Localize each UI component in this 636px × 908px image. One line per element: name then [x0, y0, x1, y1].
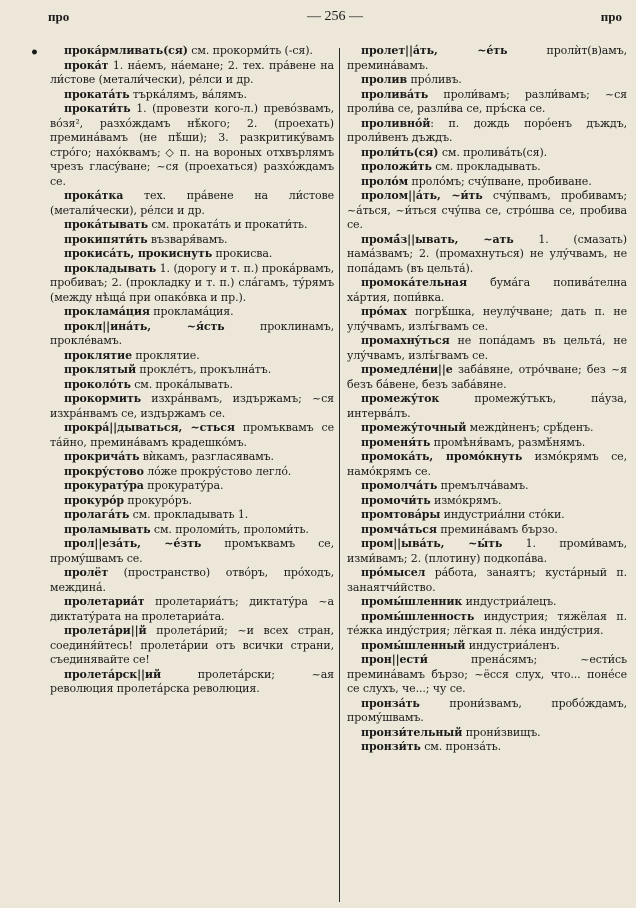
dictionary-entry: проливнóй: п. дождь порóенъ дъждъ, проли́венъ дъждъ. [347, 116, 627, 144]
dictionary-entry: промочи́ть измóкрямъ. [361, 493, 502, 507]
dictionary-entry: промы́шленный индустриáленъ. [361, 638, 560, 652]
dictionary-entry: прокричáть вѝкамъ, разгласявамъ. [64, 450, 274, 463]
left-headword: про [48, 9, 70, 24]
right-headword: про [600, 9, 622, 24]
dictionary-entry: проколóть см. прокáлывать. [64, 377, 233, 391]
dictionary-entry: промахнýться не попáдамъ въ цельтá, не улýчвамъ, излъ́гвамъ се. [347, 334, 627, 362]
dictionary-entry: промá́з||ывать, ~ать 1. (смазать) намáзвамъ; 2. (промахнуться) не улýчвамъ, не попáдамъ (въ цельтá). [347, 232, 627, 275]
dictionary-entry: прокормить изхрáнвамъ, издържамъ; ~ся изхрáнвамъ се, издържамъ се. [50, 392, 334, 420]
left-column [50, 44, 334, 904]
dictionary-entry: промокáть, промóкнуть измóкрямъ се, намóкрямъ се. [347, 450, 627, 478]
dictionary-entry: прокурóр прокурóръ. [64, 493, 192, 507]
dictionary-entry: прол||езáть, ~éзть промъквамъ се, промýшвамъ се. [50, 537, 334, 565]
dictionary-entry: прока́т 1. на́емъ, на́емане; 2. тех. пра́вене на ли́стове (метали́чески), ре́лси и др. [50, 58, 334, 86]
dictionary-entry: проливáть проли́вамъ; разли́вамъ; ~ся проли́ва се, разли́ва се, пръ́ска се. [347, 87, 627, 115]
dictionary-entry: прокати́ть 1. (провезти кого-л.) превóзвамъ, вóзя², разхóждамъ нѣ́кого; 2. (проехать) преминáвамъ (не пѣ́ши); 3. разкритикýвамъ стрóго; нахóквамъ; ◇ п. на вороных отхвърлямъ чрезъ гласýване; ~ся (проехаться) разхóждамъ се. [50, 102, 334, 188]
dictionary-entry: прон||ести́ пренáсямъ; ~ести́сь преминáвамъ бързо; ~ёсся слух, что... понéсе се слухъ, че...; чу се. [347, 653, 627, 695]
dictionary-entry: проли́ть(ся) см. проливáть(ся). [361, 145, 548, 159]
dictionary-entry: промтовáры индустриáлни стóки. [361, 508, 565, 521]
dictionary-entry: прока́рмливать(ся) см. прокорми́ть (-ся). [64, 44, 313, 57]
dictionary-entry: прóмах погрѣ́шка, неулýчване; дать п. не улýчвамъ, излъ́гвамъ се. [347, 305, 627, 333]
dictionary-entry: пронзи́тельный прони́звищъ. [361, 725, 541, 739]
page-number: — 256 — [307, 9, 363, 24]
dictionary-entry: прокл||инáть, ~я́сть проклинамъ, проклéвамъ. [50, 319, 334, 347]
dictionary-entry: прокрýстово лóже прокрýстово леглó. [64, 464, 292, 478]
dictionary-entry: промедлéни||е забáвяне, отрóчване; без ~я безъ бáвене, безъ забáвяне. [347, 363, 627, 391]
page-header [48, 6, 622, 28]
dictionary-entry: проклятие проклятие. [64, 348, 200, 362]
dictionary-entry: прóмысел рáбота, занаятъ; кустáрный п. занаятчи́йство. [347, 566, 627, 594]
dictionary-entry: промы́шленник индустриáлецъ. [361, 595, 557, 608]
dictionary-entry: пром||ывáть, ~ы́ть 1. проми́вамъ, изми́вамъ; 2. (плотину) подкопáва. [347, 537, 627, 565]
dictionary-entry: пролетáрск||ий пролетáрски; ~ая революция пролетáрска революция. [50, 667, 334, 695]
right-column [347, 44, 627, 904]
dictionary-entry: пролёт (пространство) отвóръ, прóходъ, междинá. [50, 566, 334, 594]
dictionary-entry: променя́ть промѣня́вамъ, размѣ́нямъ. [361, 435, 586, 449]
dictionary-entry: прокламáция прокламáция. [64, 305, 234, 318]
dictionary-entry: проклятый проклéтъ, прокълнáтъ. [64, 363, 272, 376]
dictionary-entry: промолчáть премълчáвамъ. [361, 479, 529, 492]
dictionary-entry: промчáться преминáвамъ бързо. [361, 522, 558, 536]
dictionary-entry: прокрá||дываться, ~сться промъквамъ се тáйно, преминáвамъ крадешкóмъ. [50, 421, 334, 449]
dictionary-entry: прокатáть търкáлямъ, вáлямъ. [64, 87, 247, 101]
dictionary-entry: прокисáть, прокиснуть прокисва. [64, 247, 273, 260]
dictionary-entry: пролагáть см. прокладывать 1. [64, 508, 249, 521]
dictionary-entry: пролив прóливъ. [361, 73, 462, 86]
margin-mark: • [30, 45, 39, 61]
dictionary-entry: промежýток промежýтъкъ, пáуза, интервáлъ. [347, 392, 627, 420]
dictionary-entry: прокладывать 1. (дорогу и т. п.) прокáрвамъ, пробиваъ; 2. (прокладку и т. п.) слáгамъ, тýрямъ (между нѣщá при опакóвка и пр.). [50, 261, 334, 304]
dictionary-entry: промокáтельная бумáга попивáтелна хáртия, попи́вка. [347, 276, 627, 304]
dictionary-entry: пролетариáт пролетариáтъ; диктатýра ~а диктатýрата на пролетариáта. [50, 595, 334, 623]
dictionary-entry: промежýточный междѝненъ; срѣ́денъ. [361, 421, 594, 434]
dictionary-entry: пролет||áть, ~éть пролѝт(в)амъ, преминáвамъ. [347, 44, 627, 72]
column-divider [339, 48, 340, 902]
dictionary-entry: прокипяти́ть възваря́вамъ. [64, 232, 228, 246]
dictionary-entry: прокáтка тех. прáвене на ли́стове (метали́чески), ре́лси и др. [50, 189, 334, 217]
dictionary-entry: пролóм пролóмъ; счýпване, пробиване. [361, 174, 592, 188]
dictionary-entry: прокуратýра прокуратýра. [64, 479, 224, 492]
dictionary-entry: проламывать см. проломи́ть, проломи́ть. [64, 522, 309, 536]
dictionary-entry: пронзи́ть см. пронзáть. [361, 740, 502, 753]
dictionary-entry: промы́шленность индустрия; тяжёлая п. тéжка индýстрия; лёгкая п. лéка индýстрия. [347, 609, 627, 637]
dictionary-entry: пролом||áть, ~и́ть счýпвамъ, пробивамъ; ~áться, ~и́ться счýпва се, стрóшва се, пробива се. [347, 189, 627, 231]
dictionary-entry: пролетáри||й пролетáрий; ~и всех стран, соединя́йтесь! пролетáрии отъ всички страни, съединявайте се! [50, 624, 334, 666]
dictionary-entry: прокáтывать см. прокатáть и прокати́ть. [64, 218, 308, 231]
dictionary-entry: проложи́ть см. прокладывать. [361, 160, 541, 173]
dictionary-entry: пронзáть прони́звамъ, пробóждамъ, промýшвамъ. [347, 696, 627, 724]
